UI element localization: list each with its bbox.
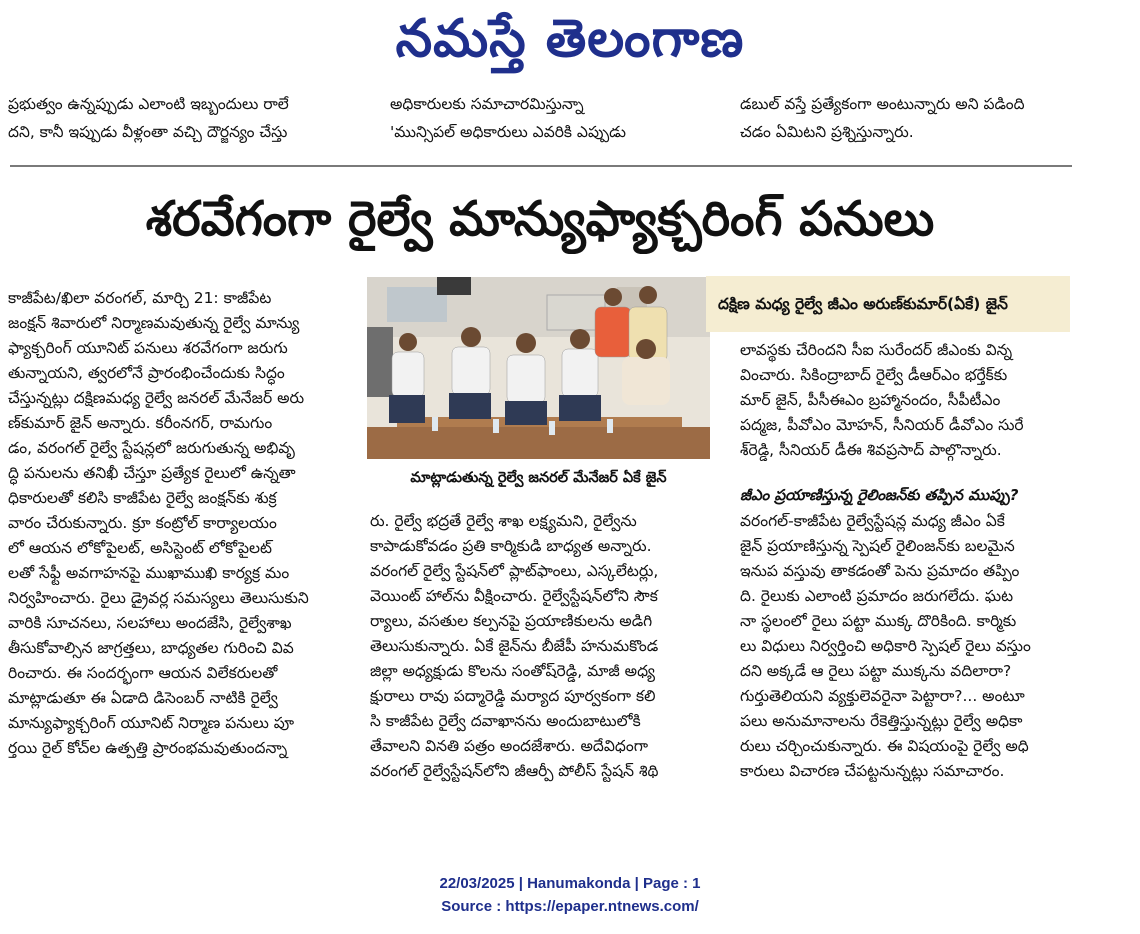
text-line: వించారు. సికింద్రాబాద్ రైల్వే డీఆర్ఎం భర్తేక్‌కు <box>740 366 1008 384</box>
newspaper-logo: నమస్తే తెలంగాణ <box>395 8 745 69</box>
text-line: గుర్తుతెలియని వ్యక్తులెవరైనా పెట్టారా?... అంటూ <box>740 687 1025 705</box>
text-line: వారికి సూచనలు, సలహాలు అందజేసి, రైల్వేశాఖ <box>8 614 292 632</box>
section-divider <box>10 165 1072 167</box>
text-line: చడం ఏమిటని ప్రశ్నిస్తున్నారు. <box>740 123 914 141</box>
text-line: తీసుకోవాల్సిన జాగ్రత్తలు, బాధ్యతల గురించి వివ <box>8 639 294 657</box>
gm-label: దక్షిణ మధ్య రైల్వే జీఎం అరుణ్‌కుమార్(ఏకే) జైన్ <box>718 295 1008 313</box>
prev-article-col3 <box>740 90 1072 146</box>
text-line: జైన్ ప్రయాణిస్తున్న స్పెషల్ రైలింజన్‌కు బలమైన <box>740 537 1015 555</box>
text-line: మాట్లాడుతూ ఈ ఏడాది డిసెంబర్ నాటికి రైల్వే <box>8 689 278 707</box>
article-column-2 <box>370 509 710 784</box>
text-line: ధికారులతో కలిసి కాజీపేట రైల్వే జంక్షన్‌కు శుక్ర <box>8 489 277 507</box>
text-line: రులు చర్చించుకున్నారు. ఈ విషయంపై రైల్వే అధి <box>740 737 1029 755</box>
prev-article-col2 <box>390 90 720 146</box>
text-line: వారం చేరుకున్నారు. క్రూ కంట్రోల్ కార్యాలయం <box>8 514 277 532</box>
article-column-3 <box>740 338 1070 463</box>
text-line: కాజీపేట/ఖిలా వరంగల్, మార్చి 21: కాజీపేట <box>8 289 272 307</box>
text-line: క్షురాలు రావు పద్మారెడ్డి మర్యాద పూర్వకంగా కలి <box>370 687 656 705</box>
article-headline: శరవేగంగా రైల్వే మాన్యుఫ్యాక్చరింగ్ పనులు <box>145 191 935 247</box>
text-line: జంక్షన్ శివారులో నిర్మాణమవుతున్న రైల్వే మాన్యు <box>8 314 300 332</box>
text-line: వరంగల్ రైల్వేస్టేషన్‌లోని జీఆర్పీ పోలీస్ స్టేషన్ శిథి <box>370 762 659 780</box>
text-line: నా స్థలంలో రైలు పట్టా ముక్క దొరికింది. కార్మికు <box>740 612 1017 630</box>
text-line: లావస్థకు చేరిందని సీఐ సురేందర్ జీఎంకు విన్న <box>740 341 1013 359</box>
news-photo <box>367 277 710 459</box>
text-line: మార్ జైన్, పీసీఈఎం బ్రహ్మానందం, సీపీటీఎం <box>740 391 1001 409</box>
text-line: కారులు విచారణ చేపట్టనున్నట్లు సమాచారం. <box>740 762 1005 780</box>
text-line: లో ఆయన లోకోపైలట్, అసిస్టెంట్ లోకోపైలట్ <box>8 539 272 557</box>
text-line: ప్రభుత్వం ఉన్నప్పుడు ఎలాంటి ఇబ్బందులు రాలే <box>8 95 289 113</box>
text-line: తేవాలని వినతి పత్రం అందజేశారు. అదేవిధంగా <box>370 737 648 755</box>
footer-source: Source : https://epaper.ntnews.com/ <box>441 898 699 915</box>
text-line: దని అక్కడే ఆ రైలు పట్టా ముక్కను వదిలారా? <box>740 662 1012 680</box>
text-line: లు విధులు నిర్వర్తించి అధికారి స్పెషల్ రైలు వస్తుం <box>740 637 1031 655</box>
text-line: మాన్యుఫ్యాక్చరింగ్ యూనిట్ నిర్మాణ పనులు పూ <box>8 714 295 732</box>
text-line: అధికారులకు సమాచారమిస్తున్నా <box>390 95 584 113</box>
text-line: పద్మజ, పీవోఎం మోహన్, సీనియర్ డీవోఎం సురే <box>740 416 1024 434</box>
text-line: ఫ్యాక్చరింగ్ యూనిట్ పనులు శరవేగంగా జరుగు <box>8 339 288 357</box>
text-line: చేస్తున్నట్లు దక్షిణమధ్య రైల్వే జనరల్ మేనేజర్ అరు <box>8 389 305 407</box>
text-line: తున్నాయని, త్వరలోనే ప్రారంభించేందుకు సిద్ధం <box>8 364 285 382</box>
prev-article-col1 <box>8 90 360 146</box>
text-line: ద్ధి పనులను తనిఖీ చేస్తూ ప్రత్యేక రైలులో ఉన్నతా <box>8 464 296 482</box>
text-line: వెయింట్ హాల్‌ను వీక్షించారు. రైల్వేస్టేషన్‌లోని సౌక <box>370 587 658 605</box>
text-line: వరంగల్ రైల్వే స్టేషన్‌లో ప్లాట్‌ఫాంలు, ఎస్కలేటర్లు, <box>370 562 659 580</box>
masthead <box>0 0 1140 82</box>
text-line: తెలుసుకున్నారు. ఏకే జైన్‌ను బీజేపీ హనుమకొండ <box>370 637 659 655</box>
text-line: పలు అనుమానాలను రేకెత్తిస్తున్నట్లు రైల్వే అధికా <box>740 712 1023 730</box>
text-line: డం, వరంగల్ రైల్వే స్టేషన్లలో జరుగుతున్న అభివృ <box>8 439 295 457</box>
text-line: డబుల్ వస్తే ప్రత్యేకంగా అంటున్నారు అని పడింది <box>740 95 1025 113</box>
text-line: జిల్లా అధ్యక్షుడు కొలను సంతోష్‌రెడ్డి, మాజీ అధ్య <box>370 662 656 680</box>
text-line: నిర్వహించారు. రైలు డ్రైవర్ల సమస్యలు తెలుసుకుని <box>8 589 309 607</box>
text-line: సి కాజీపేట రైల్వే దవాఖానను అందుబాటులోకి <box>370 712 641 730</box>
article-column-1 <box>8 286 360 761</box>
column-3-subheading: జీఎం ప్రయాణిస్తున్న రైలింజన్‌కు తప్పిన ముప్పు? <box>740 486 1019 504</box>
text-line: ఇనుప వస్తువు తాకడంతో పెను ప్రమాదం తప్పిం <box>740 562 1020 580</box>
text-line: కాపాడుకోవడం ప్రతి కార్మికుడి బాధ్యత అన్నారు. <box>370 537 652 555</box>
article-column-3-continued <box>740 509 1070 784</box>
text-line: రించారు. ఈ సందర్భంగా ఆయన విలేకరులతో <box>8 664 278 682</box>
photo-caption: మాట్లాడుతున్న రైల్వే జనరల్ మేనేజర్ ఏకే జైన్ <box>410 470 667 486</box>
text-line: వరంగల్-కాజీపేట రైల్వేస్టేషన్ల మధ్య జీఎం ఏకే <box>740 512 1005 530</box>
text-line: ర్యాలు, వసతుల కల్పనపై ప్రయాణికులను అడిగి <box>370 612 653 630</box>
text-line: ది. రైలుకు ఎలాంటి ప్రమాదం జరుగలేదు. ఘట <box>740 587 1014 605</box>
text-line: ర్తయి రైల్ కోచ్‌ల ఉత్పత్తి ప్రారంభమవుతుందన్నా <box>8 739 288 757</box>
text-line: లతో సేఫ్టీ అవగాహనపై ముఖాముఖి కార్యక్ర మం <box>8 564 290 582</box>
text-line: శ్‌రెడ్డి, సీనియర్ డీఈ శివప్రసాద్ పాల్గొన్నారు. <box>740 441 1002 459</box>
footer-date-page: 22/03/2025 | Hanumakonda | Page : 1 <box>439 875 701 892</box>
text-line: 'మున్సిపల్ అధికారులు ఎవరికి ఎప్పుడు <box>390 123 627 141</box>
text-line: రు. రైల్వే భద్రతే రైల్వే శాఖ లక్ష్యమని, రైల్వేను <box>370 512 637 530</box>
text-line: ణ్‌కుమార్ జైన్ అన్నారు. కరీంనగర్, రామగుం <box>8 414 273 432</box>
page-footer <box>0 872 1140 918</box>
text-line: దని, కానీ ఇప్పుడు వీళ్లంతా వచ్చి దౌర్జన్యం చేస్తు <box>8 123 288 141</box>
